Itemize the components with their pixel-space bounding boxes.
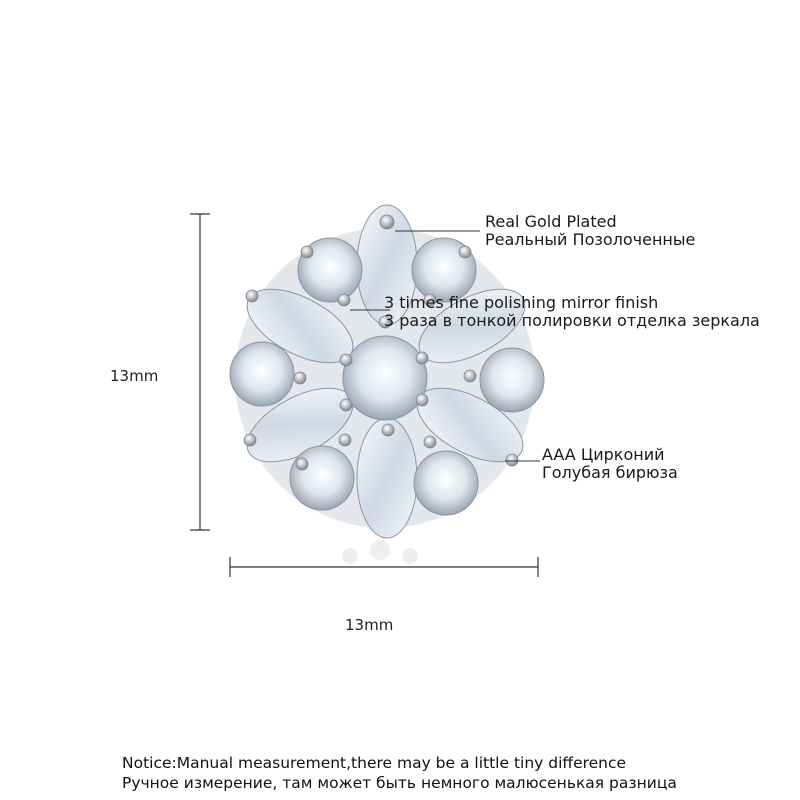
notice-en: Notice:Manual measurement,there may be a little tiny difference (122, 754, 627, 772)
center-stone (343, 336, 427, 420)
stone-label-ru: Голубая бирюза (542, 463, 678, 482)
round-stone (414, 451, 478, 515)
polish-label-ru: 3 раза в тонкой полировки отделка зеркала (384, 311, 760, 330)
polish-label-en: 3 times fine polishing mirror finish (384, 293, 659, 312)
plating-label-ru: Реальный Позолоченные (485, 230, 696, 249)
round-stone (290, 446, 354, 510)
height-dimension-line (190, 214, 210, 530)
height-measurement: 13mm (110, 367, 159, 385)
notice-ru: Ручное измерение, там может быть немного малюсенькая разница (122, 774, 677, 792)
width-measurement: 13mm (345, 616, 394, 634)
reflection (342, 540, 418, 564)
plating-label-en: Real Gold Plated (485, 212, 617, 231)
width-dimension-line (230, 557, 538, 577)
stone-label-en: AAA Цирконий (542, 445, 665, 464)
round-stone (230, 342, 294, 406)
round-stone (480, 348, 544, 412)
